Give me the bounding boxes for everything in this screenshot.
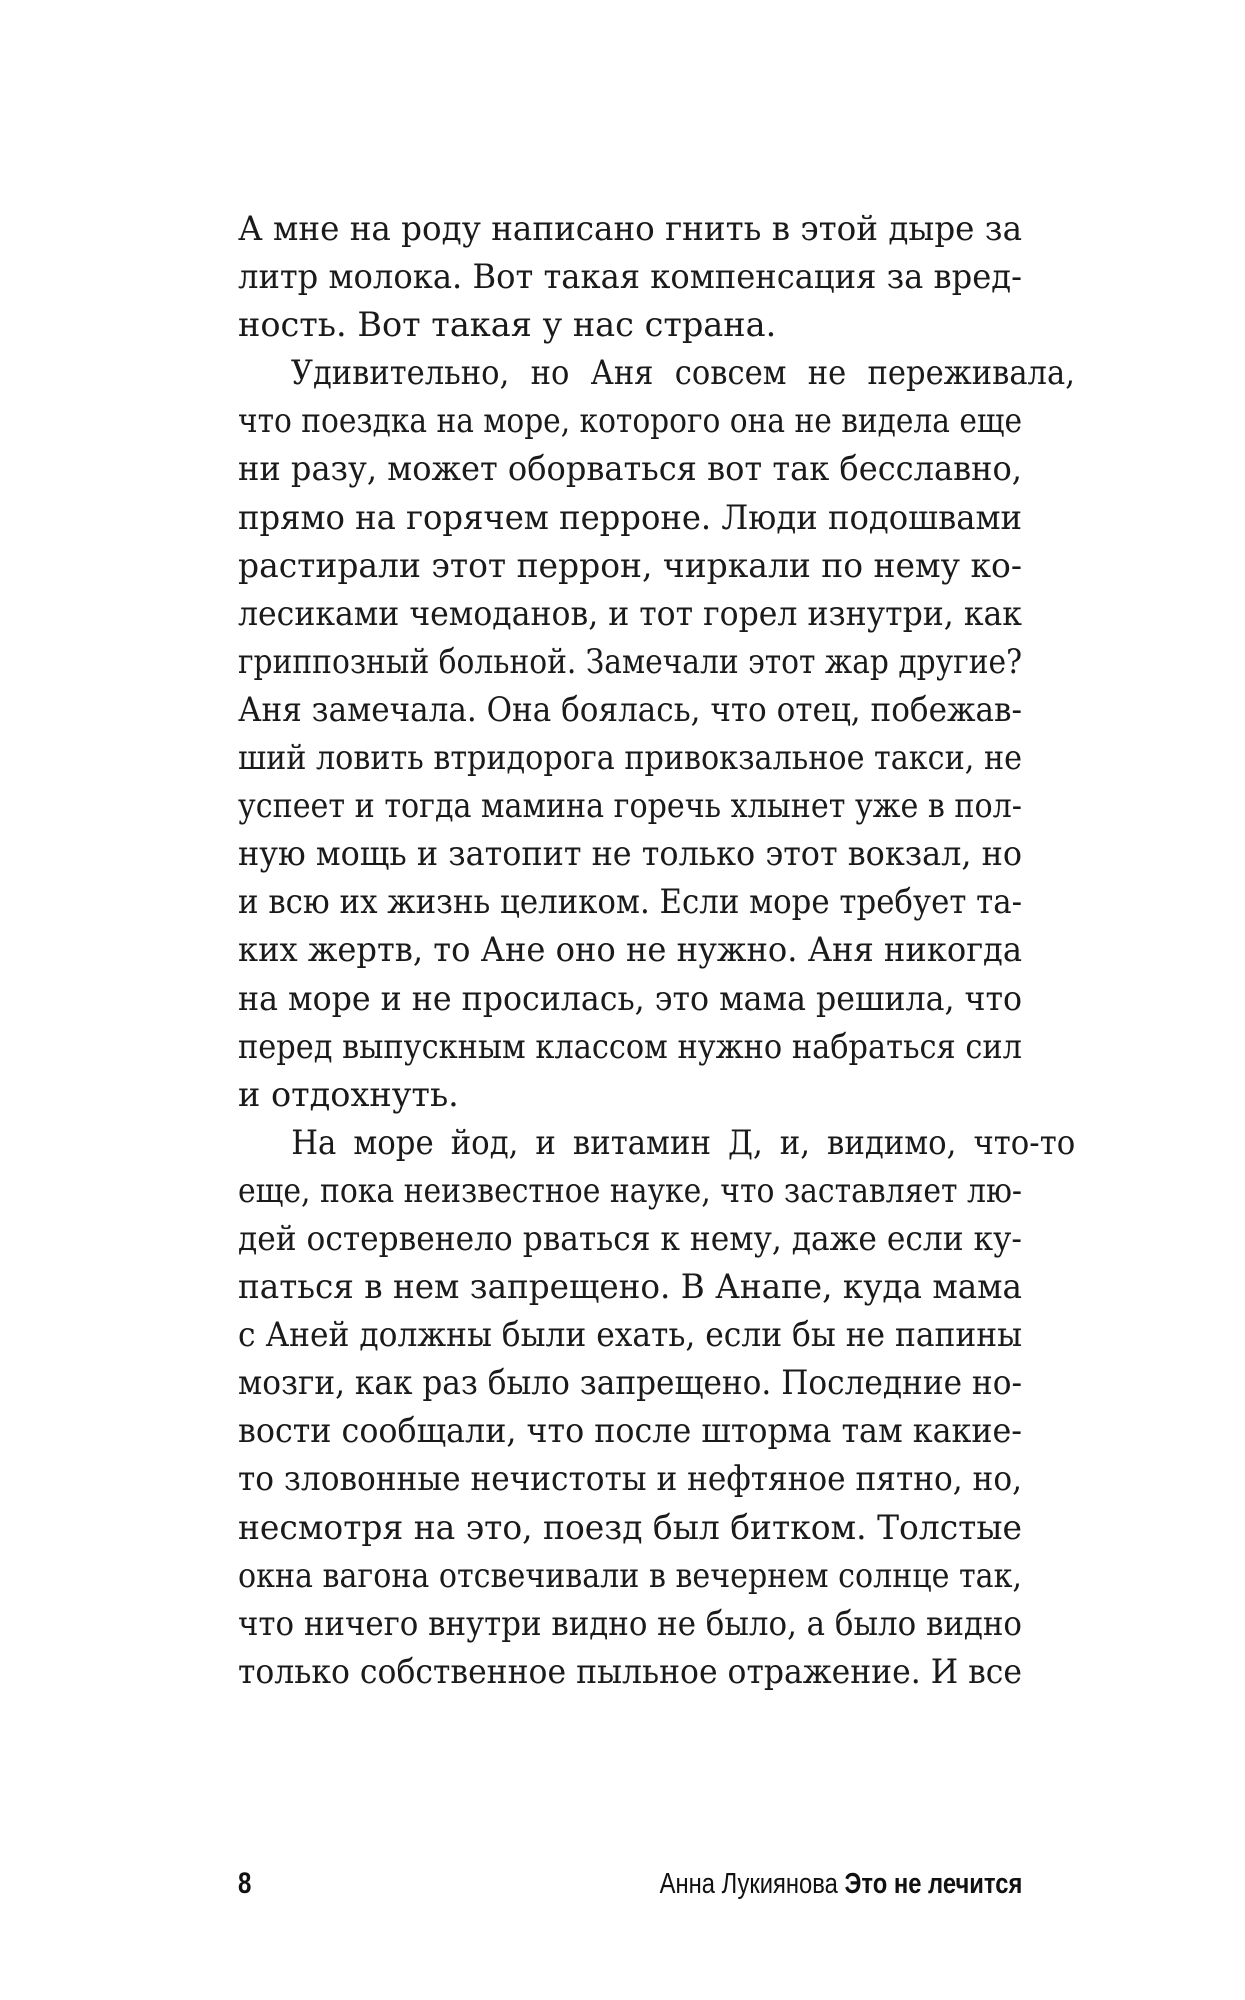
text-line: паться в нем запрещено. В Анапе, куда мама (238, 1267, 1022, 1307)
text-line: прямо на горячем перроне. Люди подошвами (238, 497, 1022, 537)
running-head (659, 1864, 1022, 1904)
text-line: А мне на роду написано гнить в этой дыре за (238, 209, 1022, 248)
text-line: вости сообщали, что после шторма там какие- (238, 1411, 1022, 1451)
text-line: что ничего внутри видно не было, а было видно (238, 1603, 1022, 1643)
text-line: гриппозный больной. Замечали этот жар другие? (238, 641, 1022, 681)
text-line: лесиками чемоданов, и тот горел изнутри, как (238, 593, 1022, 633)
text-line: мозги, как раз было запрещено. Последние но- (238, 1363, 1022, 1403)
body-text (238, 205, 1076, 1696)
text-line: что поездка на море, которого она не видела еще (238, 401, 1022, 441)
text-line: еще, пока неизвестное науке, что заставляет лю- (238, 1170, 1022, 1210)
text-line: окна вагона отсвечивали в вечернем солнце так, (238, 1555, 1022, 1595)
text-line: и всю их жизнь целиком. Если море требует та- (238, 882, 1022, 922)
paragraph-first-line: На море йод, и витамин Д, и, видимо, что-то (291, 1122, 1076, 1162)
text-line: то зловонные нечистоты и нефтяное пятно, но, (238, 1459, 1022, 1499)
text-line: ни разу, может оборваться вот так бесславно, (238, 449, 1022, 489)
text-line: ную мощь и затопит не только этот вокзал, но (238, 834, 1022, 874)
text-line: на море и не просилась, это мама решила, что (238, 978, 1022, 1018)
text-line: и отдохнуть. (238, 1074, 459, 1114)
text-line: Аня замечала. Она боялась, что отец, побежав- (238, 689, 1022, 729)
text-line: успеет и тогда мамина горечь хлынет уже в пол- (238, 786, 1022, 826)
running-head-author: Анна Лукиянова (659, 1868, 838, 1900)
paragraph-first-line: Удивительно, но Аня совсем не переживала, (290, 353, 1075, 393)
text-line: перед выпускным классом нужно набраться сил (238, 1026, 1022, 1066)
text-line: ких жертв, то Ане оно не нужно. Аня никогда (238, 930, 1022, 970)
text-line: ший ловить втридорога привокзальное такси, не (238, 738, 1022, 778)
text-line: только собственное пыльное отражение. И все (238, 1651, 1022, 1691)
page-number: 8 (238, 1867, 252, 1900)
text-line: растирали этот перрон, чиркали по нему ко- (238, 545, 1022, 585)
text-line: литр молока. Вот такая компенсация за вред- (238, 257, 1022, 297)
text-line: ность. Вот такая у нас страна. (238, 305, 777, 345)
text-line: дей остервенело рваться к нему, даже если ку- (238, 1218, 1022, 1258)
running-head-title: Это не лечится (844, 1868, 1022, 1900)
text-line: с Аней должны были ехать, если бы не папины (238, 1315, 1022, 1355)
text-line: несмотря на это, поезд был битком. Толстые (238, 1507, 1022, 1547)
